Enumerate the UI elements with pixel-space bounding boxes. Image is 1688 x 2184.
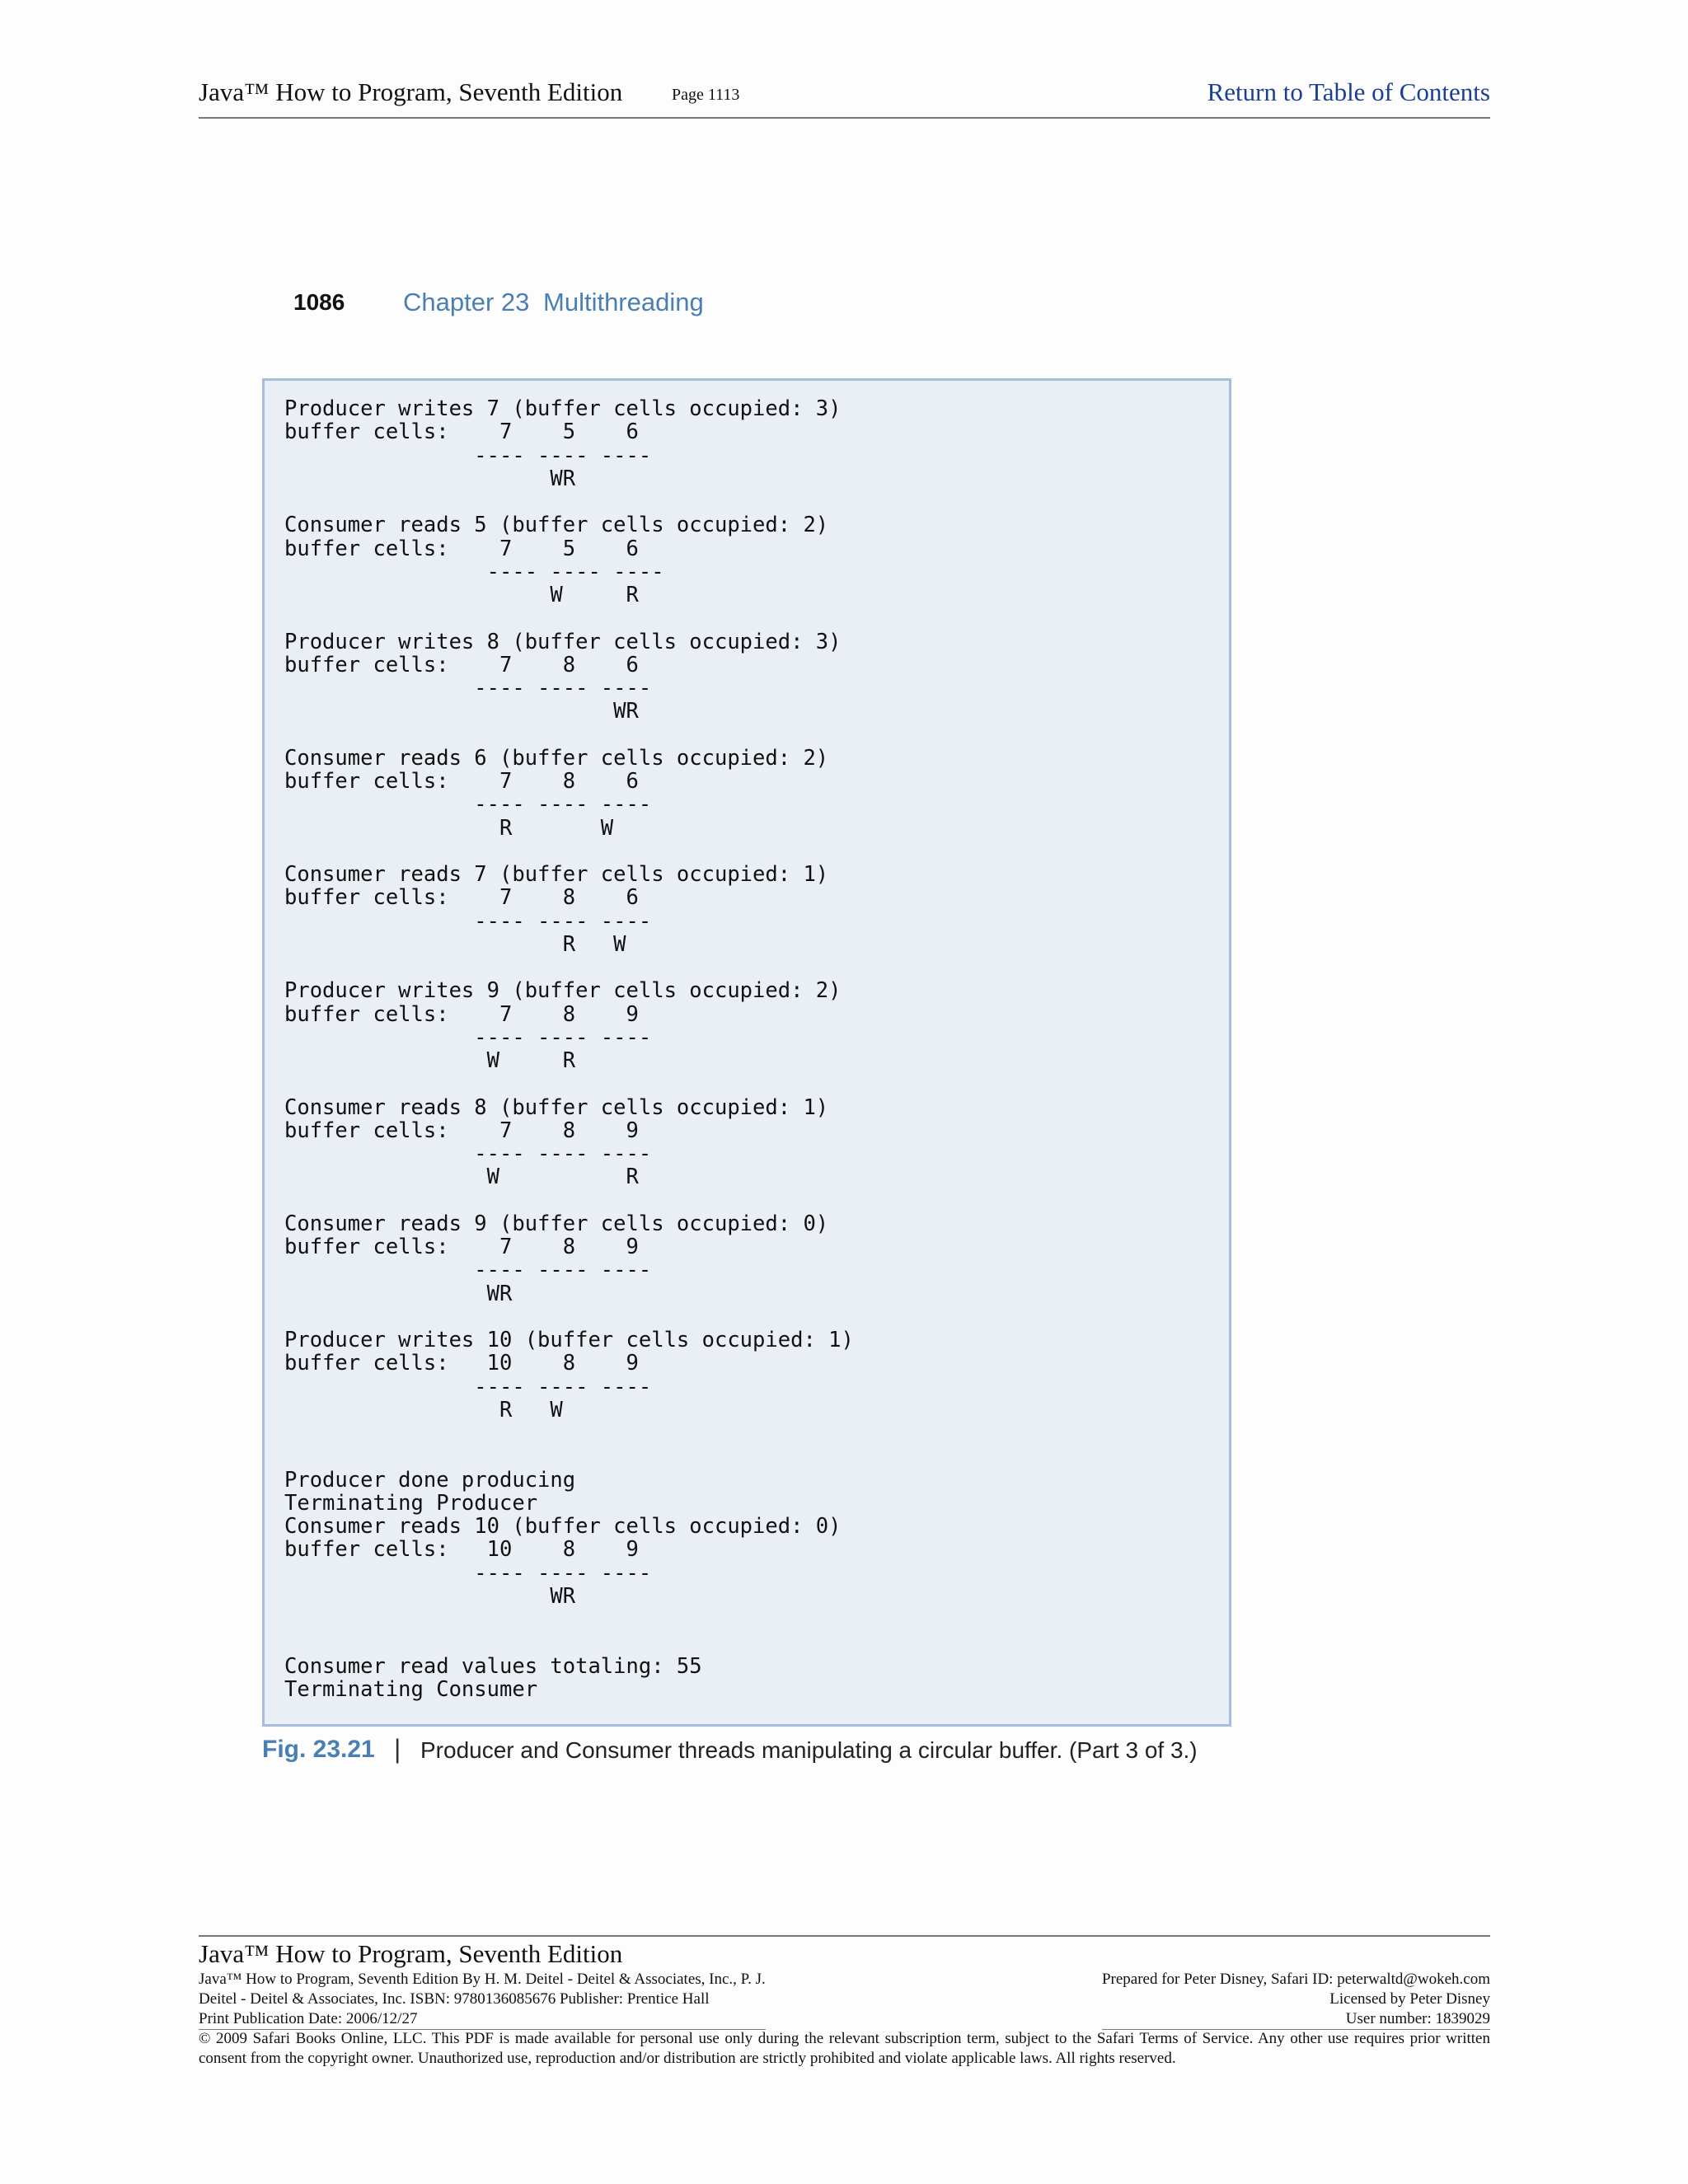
license-line: Prepared for Peter Disney, Safari ID: peterwaltd@wokeh.com <box>1101 1971 1490 1988</box>
output-line <box>284 1631 854 1654</box>
output-line: buffer cells: 10 8 9 <box>284 1537 639 1563</box>
output-line: R W <box>284 1397 563 1422</box>
output-line <box>284 1608 854 1631</box>
figure-caption <box>262 1734 1498 1770</box>
publication-line: Print Publication Date: 2006/12/27 <box>199 2009 766 2030</box>
output-line: ---- ---- ---- <box>284 1141 652 1166</box>
footer-book-title: Java™ How to Program, Seventh Edition <box>199 1939 623 1968</box>
page-reference: Page 1113 <box>672 86 740 104</box>
console-output <box>284 397 854 1701</box>
output-line: Producer done producing <box>284 1467 576 1493</box>
output-line: Consumer reads 6 (buffer cells occupied: 2) <box>284 745 829 771</box>
output-line: ---- ---- ---- <box>284 676 652 701</box>
output-line: ---- ---- ---- <box>284 1024 652 1050</box>
output-line: ---- ---- ---- <box>284 1560 652 1586</box>
output-line: buffer cells: 7 5 6 <box>284 419 639 445</box>
output-line: Terminating Consumer <box>284 1676 538 1702</box>
book-title: Java™ How to Program, Seventh Edition <box>199 77 623 106</box>
output-line: ---- ---- ---- <box>284 908 652 934</box>
output-line <box>284 840 854 863</box>
output-line <box>284 724 854 747</box>
output-line: buffer cells: 7 5 6 <box>284 536 639 561</box>
chapter-name: Multithreading <box>543 288 704 316</box>
output-line: Consumer reads 7 (buffer cells occupied: 1) <box>284 862 829 887</box>
figure-label: Fig. 23.21 <box>262 1736 375 1763</box>
caption-separator: | <box>394 1734 401 1764</box>
output-line: Consumer reads 10 (buffer cells occupied: 0) <box>284 1514 842 1539</box>
output-line: R W <box>284 931 626 957</box>
output-line: Producer writes 8 (buffer cells occupied: 3) <box>284 629 842 654</box>
chapter-heading <box>293 286 1200 321</box>
page-header <box>199 77 1490 119</box>
output-line: buffer cells: 7 8 9 <box>284 1118 639 1143</box>
output-line <box>284 956 854 979</box>
output-line: ---- ---- ---- <box>284 1374 652 1399</box>
output-line: WR <box>284 1583 576 1609</box>
copyright-notice: © 2009 Safari Books Online, LLC. This PDF is made available for personal use only during the relevant subscription term, subject to the Safari Terms of Service. Any other use requires prior written consent from the copyright owner. Unauthorized use, reproduction and/or distribution are strictly prohibited and violate applicable laws. All rights reserved. <box>199 2030 1490 2067</box>
output-line: buffer cells: 7 8 9 <box>284 1001 639 1027</box>
output-line: Consumer reads 9 (buffer cells occupied: 0) <box>284 1211 829 1236</box>
table-of-contents-link[interactable]: Return to Table of Contents <box>1207 77 1490 106</box>
footer-publication-info <box>199 1970 766 2030</box>
publication-line: Java™ How to Program, Seventh Edition By H. M. Deitel - Deitel & Associates, Inc., P. J. <box>199 1971 766 1988</box>
caption-text: Producer and Consumer threads manipulating a circular buffer. (Part 3 of 3.) <box>420 1737 1198 1763</box>
output-line: ---- ---- ---- <box>284 559 664 584</box>
footer-license-info <box>1102 1970 1490 2030</box>
output-line: ---- ---- ---- <box>284 792 652 818</box>
publication-line: Deitel - Deitel & Associates, Inc. ISBN: 9780136085676 Publisher: Prentice Hall <box>199 1990 710 2008</box>
output-line <box>284 1422 854 1445</box>
output-line: buffer cells: 7 8 6 <box>284 885 639 911</box>
output-line: W R <box>284 1165 639 1190</box>
chapter-label: Chapter 23 <box>403 288 530 316</box>
output-line: buffer cells: 7 8 6 <box>284 769 639 794</box>
output-line: WR <box>284 466 576 491</box>
output-line: W R <box>284 1048 576 1073</box>
license-line: Licensed by Peter Disney <box>1329 1990 1490 2008</box>
output-line: buffer cells: 7 8 6 <box>284 652 639 677</box>
output-line: R W <box>284 815 614 841</box>
program-output-box <box>262 378 1231 1727</box>
output-line: Producer writes 10 (buffer cells occupied: 1) <box>284 1328 854 1352</box>
output-line <box>284 1445 854 1468</box>
output-line <box>284 1305 854 1329</box>
output-line: ---- ---- ---- <box>284 443 652 468</box>
output-line <box>284 490 854 513</box>
page-number: 1086 <box>293 289 345 315</box>
output-line: buffer cells: 10 8 9 <box>284 1351 639 1376</box>
output-line: Consumer read values totaling: 55 <box>284 1653 702 1679</box>
output-line: buffer cells: 7 8 9 <box>284 1235 639 1259</box>
output-line: WR <box>284 1281 513 1306</box>
output-line <box>284 1072 854 1095</box>
output-line <box>284 607 854 630</box>
output-line: ---- ---- ---- <box>284 1258 652 1283</box>
output-line: WR <box>284 699 639 724</box>
output-line: Terminating Producer <box>284 1490 538 1516</box>
output-line: Consumer reads 8 (buffer cells occupied: 1) <box>284 1094 829 1120</box>
license-line: User number: 1839029 <box>1102 2009 1490 2030</box>
output-line <box>284 1189 854 1212</box>
output-line: Producer writes 7 (buffer cells occupied: 3) <box>284 396 842 421</box>
output-line: Consumer reads 5 (buffer cells occupied: 2) <box>284 513 829 538</box>
page-footer <box>199 1935 1490 2069</box>
output-line: W R <box>284 583 639 607</box>
output-line: Producer writes 9 (buffer cells occupied: 2) <box>284 978 842 1004</box>
